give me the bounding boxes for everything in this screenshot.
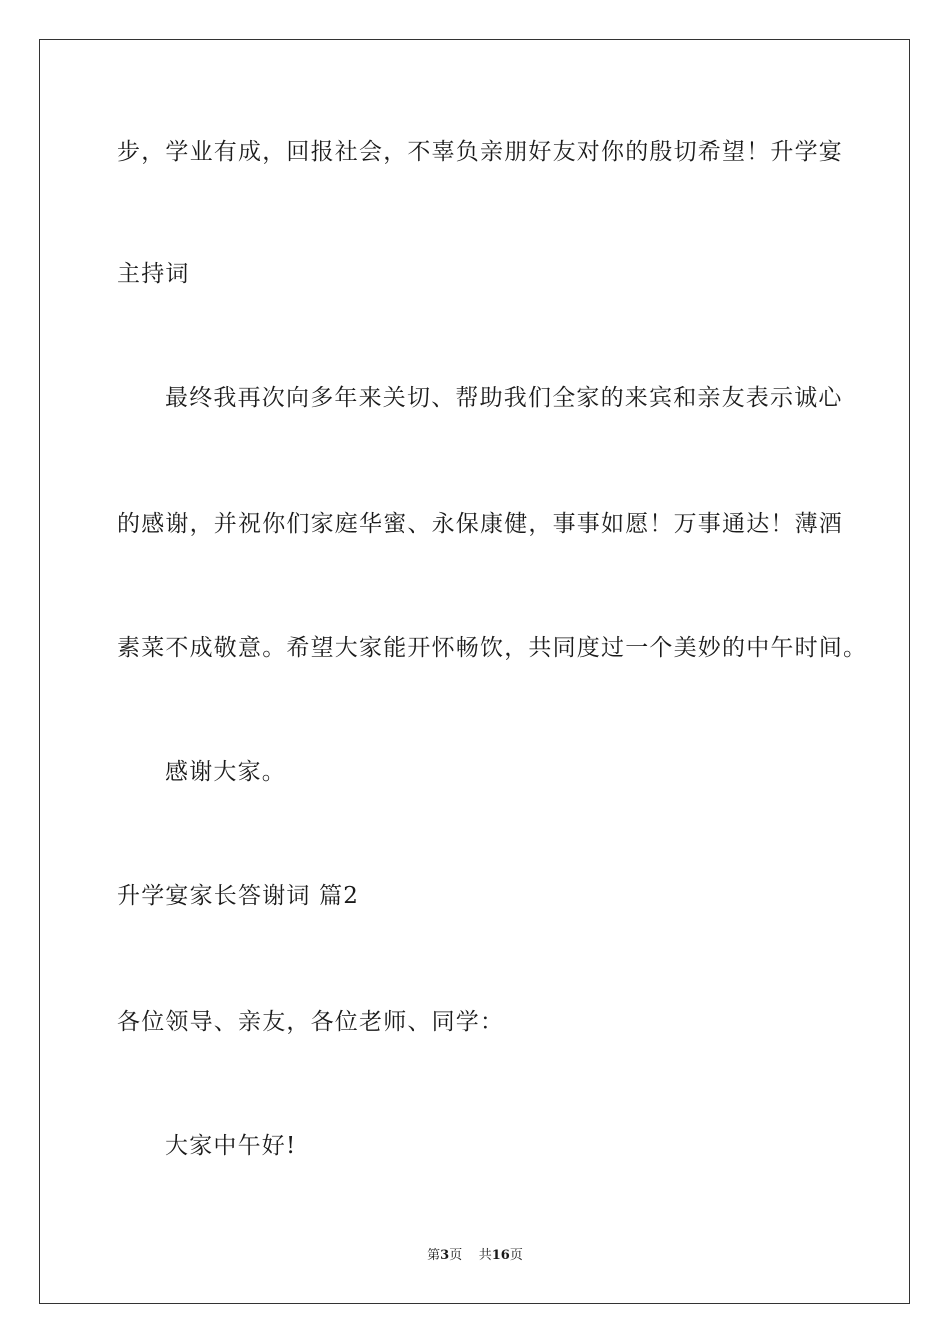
footer-page-suffix: 页 bbox=[449, 1248, 463, 1263]
text-line-1: 步，学业有成，回报社会，不辜负亲朋好友对你的殷切希望！升学宴 bbox=[117, 139, 843, 165]
page-footer bbox=[0, 1247, 950, 1265]
footer-total-prefix: 共 bbox=[478, 1248, 492, 1263]
footer-total-pages: 16 bbox=[491, 1248, 510, 1263]
footer-page-number: 3 bbox=[440, 1248, 450, 1263]
section-heading: 升学宴家长答谢词 篇2 bbox=[117, 883, 360, 909]
footer-page-prefix: 第 bbox=[427, 1248, 441, 1263]
text-line-9: 大家中午好! bbox=[165, 1133, 297, 1159]
text-line-3: 最终我再次向多年来关切、帮助我们全家的来宾和亲友表示诚心 bbox=[165, 385, 843, 411]
footer-total-suffix: 页 bbox=[509, 1248, 523, 1263]
page-frame bbox=[39, 39, 910, 1304]
text-line-5: 素菜不成敬意。希望大家能开怀畅饮，共同度过一个美妙的中午时间。 bbox=[117, 635, 868, 661]
text-line-6: 感谢大家。 bbox=[165, 759, 286, 785]
text-line-4: 的感谢，并祝你们家庭华蜜、永保康健，事事如愿！万事通达！薄酒 bbox=[117, 511, 843, 537]
greeting-line: 各位领导、亲友，各位老师、同学： bbox=[117, 1009, 505, 1035]
text-line-2: 主持词 bbox=[117, 261, 190, 287]
